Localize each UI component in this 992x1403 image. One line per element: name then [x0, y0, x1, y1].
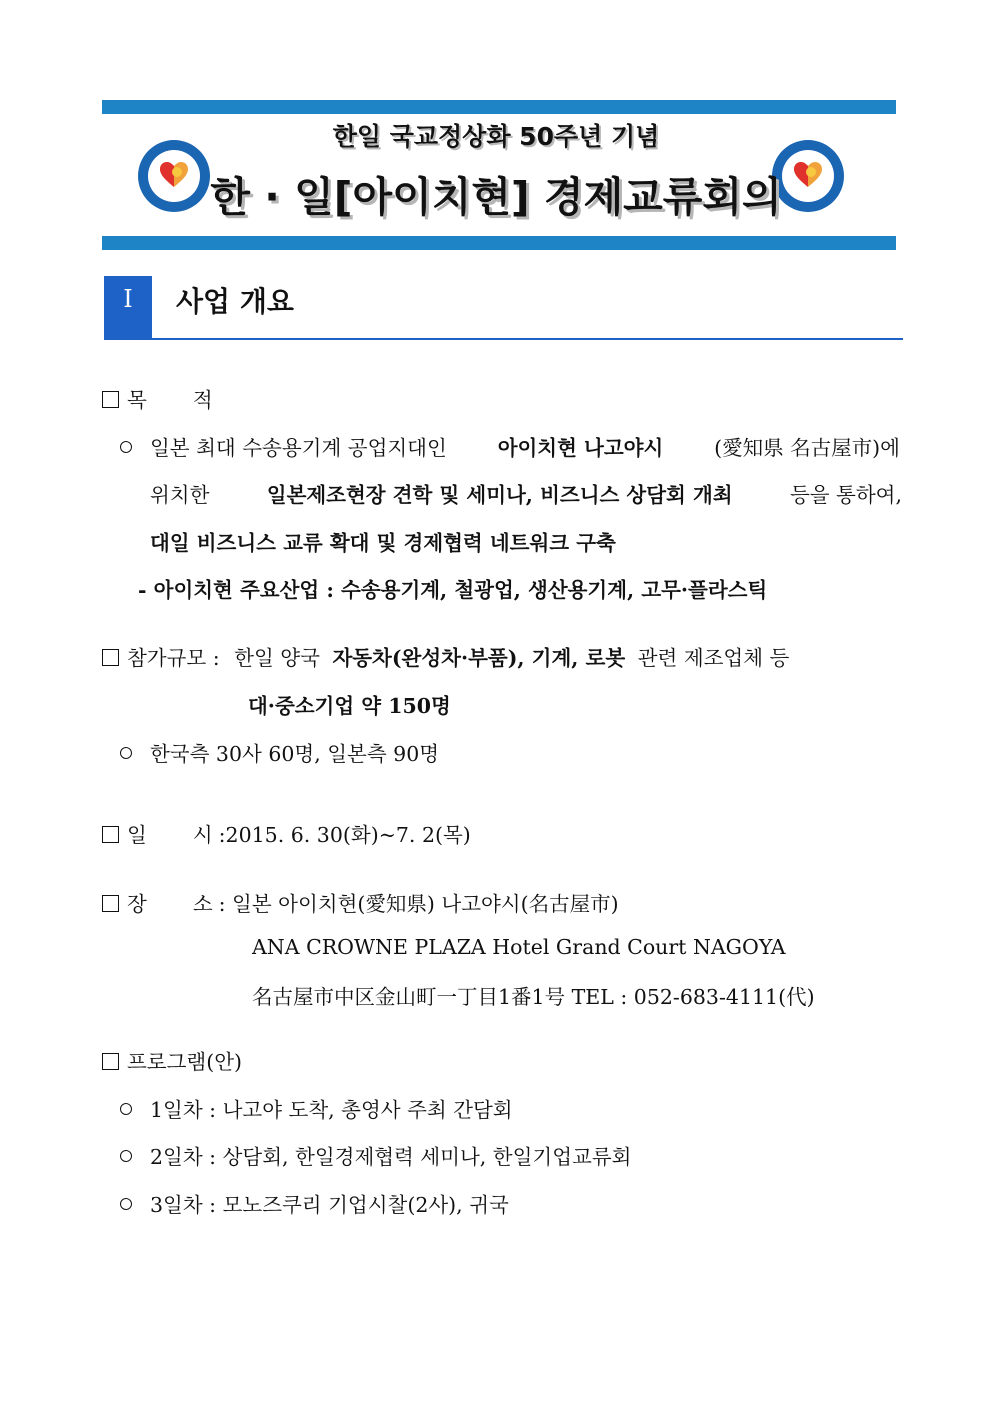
program-heading: 프로그램(안)	[102, 1045, 242, 1075]
purpose-line-4: - 아이치현 주요산업 : 수송용기계, 철광업, 생산용기계, 고무·플라스틱	[138, 578, 768, 602]
bullet-circle-icon	[120, 1150, 132, 1162]
checkbox-square-icon	[102, 895, 119, 912]
program-day-2: 2일차 : 상담회, 한일경제협력 세미나, 한일기업교류회	[120, 1140, 631, 1170]
purpose-heading: 목 적	[102, 383, 213, 413]
venue-line: 장 소 : 일본 아이치현(愛知県) 나고야시(名古屋市)	[102, 887, 619, 917]
header-subtitle: 한일 국교정상화 50주년 기념	[332, 122, 660, 151]
program-day-3: 3일차 : 모노즈쿠리 기업시찰(2사), 귀국	[120, 1188, 509, 1218]
scale-line-2: 대·중소기업 약 150명	[248, 694, 451, 718]
date-line: 일 시 :2015. 6. 30(화)~7. 2(목)	[102, 818, 471, 848]
scale-line-1: 참가규모 : 한일 양국 자동차(완성차·부품), 기계, 로봇 관련 제조업체 등	[102, 641, 789, 671]
bullet-circle-icon	[120, 1103, 132, 1115]
section-underline	[104, 338, 903, 340]
checkbox-square-icon	[102, 391, 119, 408]
header-bottom-bar	[102, 236, 896, 250]
bullet-circle-icon	[120, 1198, 132, 1210]
section-title: 사업 개요	[176, 285, 294, 318]
checkbox-square-icon	[102, 1053, 119, 1070]
header-title: 한 · 일[아이치현] 경제교류회의	[210, 173, 782, 221]
checkbox-square-icon	[102, 649, 119, 666]
header-top-bar	[102, 100, 896, 114]
section-number: Ⅰ	[104, 276, 152, 338]
purpose-line-2: 위치한 일본제조현장 견학 및 세미나, 비즈니스 상담회 개최 등을 통하여,	[150, 483, 902, 507]
checkbox-square-icon	[102, 826, 119, 843]
bullet-circle-icon	[120, 747, 132, 759]
bullet-circle-icon	[120, 441, 132, 453]
venue-address: 名古屋市中区金山町一丁目1番1号 TEL : 052-683-4111(代)	[252, 985, 815, 1009]
purpose-line-1: 일본 최대 수송용기계 공업지대인 아이치현 나고야시 (愛知県 名古屋市)에	[120, 431, 900, 461]
venue-hotel: ANA CROWNE PLAZA Hotel Grand Court NAGOYA	[252, 935, 786, 959]
program-day-1: 1일차 : 나고야 도착, 총영사 주최 간담회	[120, 1093, 513, 1123]
scale-detail: 한국측 30사 60명, 일본측 90명	[120, 737, 439, 767]
purpose-line-3: 대일 비즈니스 교류 확대 및 경제협력 네트워크 구축	[150, 531, 616, 555]
